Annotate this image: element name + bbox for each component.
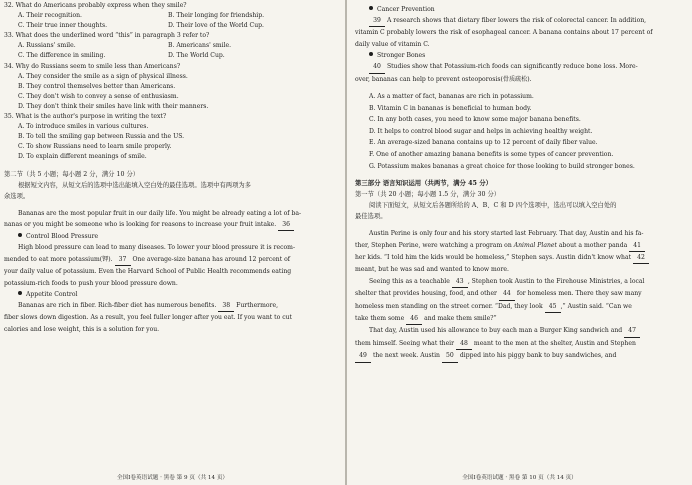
option-c: C. The difference in smiling. <box>18 52 106 60</box>
section-2-title: 第二节（共 5 小题；每小题 2 分，满分 10 分） <box>4 170 140 178</box>
bullet-icon <box>369 52 373 56</box>
passage-line: That day, Austin used his allowance to buy each man a Burger King sandwich and 47 <box>355 325 686 337</box>
section-2-instructions-cont: 余选项。 <box>4 192 30 200</box>
option-b: B. Vitamin C in bananas is beneficial to human body. <box>369 104 532 112</box>
passage-line: them himself. Seeing what their 48 meant to the men at the shelter, Austin and Stephen <box>355 338 686 350</box>
bullet-icon <box>18 233 22 237</box>
part-3-instructions-cont: 最佳选项。 <box>355 213 387 221</box>
blank-38: 38 <box>218 300 234 312</box>
question-32-stem: 32. What do Americans probably express when they smile? <box>4 2 187 9</box>
question-33-stem: 33. What does the underlined word “this” in paragraph 3 refer to? <box>4 32 210 40</box>
blank-50: 50 <box>442 350 458 362</box>
question-33-options <box>4 41 339 61</box>
option-f: F. One of another amazing banana benefits is some types of cancer prevention. <box>369 151 614 158</box>
passage-line: fiber slows down digestion. As a result, you feel fuller longer after you eat. If you want to cut <box>4 314 292 322</box>
option-g: G. Potassium makes bananas a great choice for those looking to build stronger bones. <box>369 162 635 170</box>
part-3-section-1: 第一节（共 20 小题；每小题 1.5 分，满分 30 分） <box>355 191 501 199</box>
answer-options <box>355 91 686 172</box>
passage-line: 39 A research shows that dietary fiber lowers the risk of colorectal cancer. In addition, <box>355 15 686 27</box>
option-a: A. Russians' smile. <box>18 42 76 50</box>
passage-line: your daily value of potassium. Even the Harvard School of Public Health recommends eating <box>4 268 292 276</box>
subheading-stronger-bones: Stronger Bones <box>355 50 686 61</box>
option-a: A. They consider the smile as a sign of physical illness. <box>18 72 188 80</box>
blank-40: 40 <box>369 61 385 73</box>
subheading-appetite-control: Appetite Control <box>4 289 339 300</box>
passage-line: meant, but he was sad and wanted to know more. <box>355 266 509 274</box>
option-b: B. They control themselves better than Americans. <box>18 82 176 90</box>
option-a: A. Their recognition. <box>18 12 82 20</box>
option-b: B. To tell the smiling gap between Russia and the US. <box>18 133 185 141</box>
option-a: A. As a matter of fact, bananas are rich in potassium. <box>369 93 534 101</box>
passage-line: over, bananas can help to prevent osteoporosis(骨质疏松). <box>355 75 532 83</box>
passage-line: shelter that provides housing, food, and other 44 for homeless men. There they saw many <box>355 288 686 300</box>
blank-42: 42 <box>633 252 649 264</box>
subheading-cancer-prevention: Cancer Prevention <box>355 4 686 15</box>
option-b: B. Americans' smile. <box>168 42 232 50</box>
blank-39: 39 <box>369 15 385 27</box>
blank-48: 48 <box>456 338 472 350</box>
passage-line: Austin Perine is only four and his story started last February. That day, Austin and his fa- <box>369 230 644 238</box>
passage-line: ther, Stephen Perine, were watching a program on Animal Planet about a mother panda 41 <box>355 240 686 252</box>
passage-line: 49 the next week. Austin 50 dipped into his piggy bank to buy sandwiches, and <box>355 350 686 362</box>
page-footer: 全国Ⅰ卷英语试题 · 黑卷 第 9 页（共 14 页） <box>116 475 229 481</box>
page-9 <box>0 0 345 485</box>
passage-line: nanas or you might be someone who is looking for reasons to increase your fruit intake. 36 <box>4 219 339 231</box>
question-34-stem: 34. Why do Russians seem to smile less than Americans? <box>4 62 181 70</box>
option-c: C. Their true inner thoughts. <box>18 22 108 30</box>
blank-46: 46 <box>406 313 422 325</box>
option-e: E. An average-sized banana contains up to 12 percent of daily fiber value. <box>369 139 598 147</box>
blank-37: 37 <box>115 254 131 266</box>
option-b: B. Their longing for friendship. <box>168 12 265 20</box>
part-3-instructions: 阅读下面短文，从短文后各题所给的 A、B、C 和 D 四个选项中，选出可以填入空白处的 <box>369 202 617 210</box>
option-d: D. The World Cup. <box>168 52 225 60</box>
question-34-options <box>4 72 339 112</box>
question-35-options <box>4 122 339 162</box>
passage-line: daily value of vitamin C. <box>355 40 430 48</box>
blank-43: 43 <box>452 276 468 288</box>
option-d: D. Their love of the World Cup. <box>168 22 264 30</box>
part-3-title: 第三部分 语言知识运用（共两节，满分 45 分） <box>355 179 492 188</box>
blank-36: 36 <box>278 219 294 231</box>
passage-line: homeless men standing on the street corner. “Dad, they look 45 ,” Austin said. “Can we <box>355 301 686 313</box>
passage-line: take them some 46 and make them smile?” <box>355 313 686 325</box>
option-d: D. They don't think their smiles have link with their manners. <box>18 102 209 110</box>
bullet-icon <box>18 291 22 295</box>
passage-line: mended to eat more potassium(钾). 37 One average-size banana has around 12 percent of <box>4 254 339 266</box>
blank-45: 45 <box>545 301 561 313</box>
passage-line: Seeing this as a teachable 43 , Stephen took Austin to the Firehouse Ministries, a local <box>355 276 686 288</box>
option-c: C. They don't wish to convey a sense of enthusiasm. <box>18 92 179 100</box>
section-2-instructions: 根据短文内容，从短文后的选项中选出能填入空白处的最佳选项。选项中有两项为多 <box>18 181 251 189</box>
passage-line: Bananas are the most popular fruit in our daily life. You might be already eating a lot of ba- <box>18 209 302 217</box>
option-d: D. To explain different meanings of smile. <box>18 153 147 161</box>
passage-line: potassium-rich foods to push your blood pressure down. <box>4 279 178 287</box>
passage-line: calories and lose weight, this is a solution for you. <box>4 325 160 333</box>
option-a: A. To introduce smiles in various cultures. <box>18 123 149 131</box>
bullet-icon <box>369 6 373 10</box>
passage-line: her kids. “I told him the kids would be homeless,” Stephen says. Austin didn't know what 42 <box>355 252 686 264</box>
blank-47: 47 <box>624 325 640 337</box>
passage-line: vitamin C probably lowers the risk of esophageal cancer. A banana contains about 17 percent of <box>355 29 653 37</box>
passage-line: High blood pressure can lead to many diseases. To lower your blood pressure it is recom- <box>18 244 296 252</box>
page-footer: 全国Ⅰ卷英语试题 · 黑卷 第 10 页（共 14 页） <box>462 475 577 481</box>
page-10 <box>347 0 692 485</box>
question-35-stem: 35. What is the author's purpose in writing the text? <box>4 113 167 121</box>
option-d: D. It helps to control blood sugar and helps in achieving healthy weight. <box>369 127 593 135</box>
passage-line: 40 Studies show that Potassium-rich foods can significantly reduce bone loss. More- <box>355 61 686 73</box>
subheading-blood-pressure: Control Blood Pressure <box>4 231 339 242</box>
question-32-options <box>4 11 339 31</box>
option-c: C. To show Russians need to learn smile properly. <box>18 143 172 151</box>
blank-44: 44 <box>499 288 515 300</box>
option-c: C. In any both cases, you need to know some major banana benefits. <box>369 116 581 124</box>
blank-49: 49 <box>355 350 371 362</box>
blank-41: 41 <box>629 240 645 252</box>
passage-line: Bananas are rich in fiber. Rich-fiber diet has numerous benefits. 38 Furthermore, <box>4 300 339 312</box>
